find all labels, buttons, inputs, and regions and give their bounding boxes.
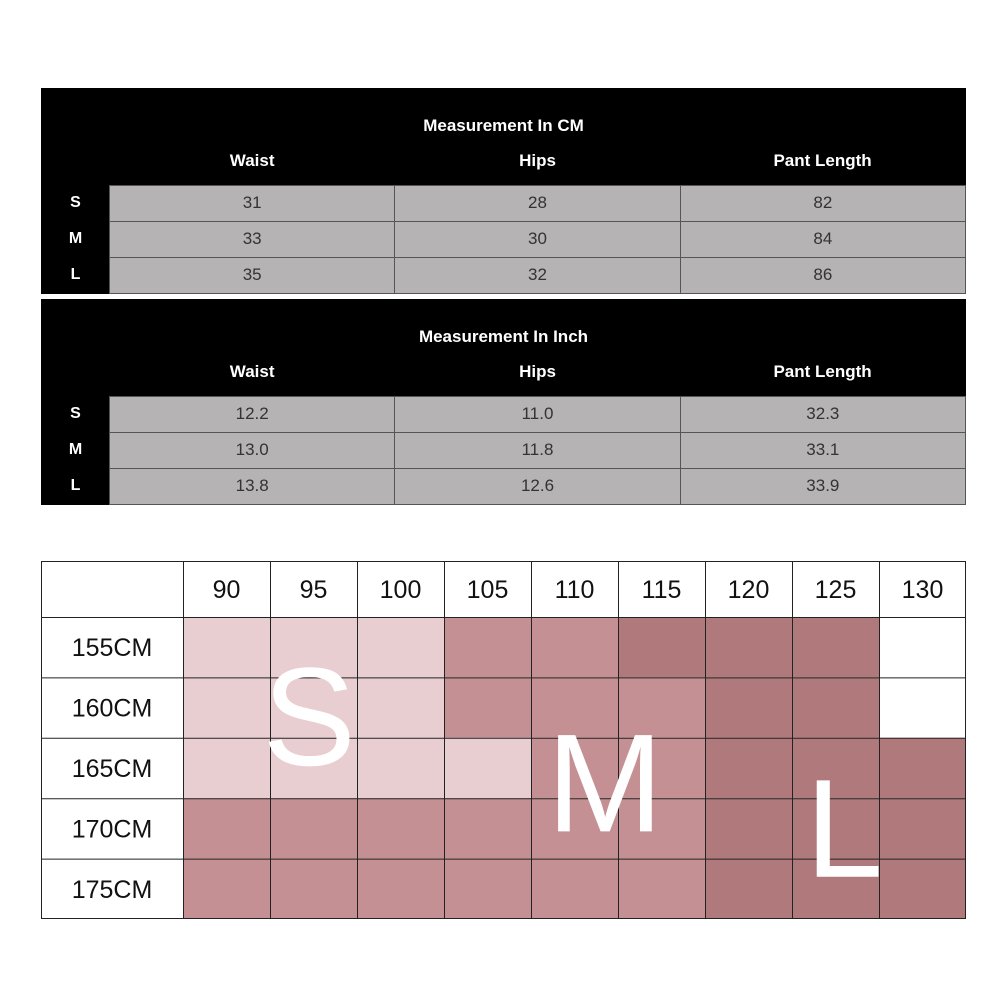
column-header-hips: Hips [519, 151, 556, 171]
grid-cell [183, 677, 270, 737]
grid-cell [879, 798, 966, 858]
size-label: M [68, 441, 83, 459]
cm-measurement-table [41, 88, 966, 294]
size-label: S [70, 194, 81, 212]
weight-column-header: 125 [814, 576, 857, 604]
grid-cell [183, 859, 270, 919]
table-row [42, 221, 966, 257]
table-cell: 13.0 [110, 432, 395, 468]
grid-cell [618, 617, 705, 677]
table-row [42, 468, 966, 504]
grid-cell [705, 798, 792, 858]
grid-cell [531, 859, 618, 919]
table-cell: 33.1 [680, 432, 965, 468]
grid-cell [357, 798, 444, 858]
table-cell: 32 [395, 257, 680, 293]
weight-column-header: 115 [641, 576, 682, 604]
table-cell: 35 [110, 257, 395, 293]
grid-cell [444, 738, 531, 798]
grid-cell [705, 859, 792, 919]
grid-cell [357, 677, 444, 737]
height-row-header: 175CM [71, 875, 153, 904]
table-cell: 33 [110, 221, 395, 257]
table-cell: 12.6 [395, 468, 680, 504]
table-cell: 84 [680, 221, 965, 257]
column-header-pant-length: Pant Length [773, 151, 872, 171]
grid-cell [879, 677, 966, 737]
table-cell: 33.9 [680, 468, 965, 504]
inch-table-title: Measurement In Inch [418, 327, 589, 347]
zone-label-l: L [805, 749, 884, 907]
column-header-hips: Hips [519, 362, 556, 382]
weight-column-header: 120 [727, 576, 770, 604]
weight-column-header: 90 [212, 576, 241, 604]
grid-cell [531, 617, 618, 677]
size-label: M [68, 230, 83, 248]
weight-column-header: 110 [554, 576, 595, 604]
table-cell: 82 [680, 185, 965, 221]
size-label: L [70, 266, 81, 284]
weight-column-header: 100 [379, 576, 422, 604]
weight-column-header: 105 [466, 576, 509, 604]
table-cell: 86 [680, 257, 965, 293]
height-row-header: 160CM [71, 694, 153, 723]
grid-cell [270, 859, 357, 919]
grid-cell [618, 859, 705, 919]
grid-cell [879, 617, 966, 677]
grid-cell [444, 617, 531, 677]
height-row-header: 165CM [71, 755, 153, 783]
cm-table-title: Measurement In CM [423, 116, 584, 136]
grid-cell [705, 677, 792, 737]
table-cell: 12.2 [110, 396, 395, 432]
grid-cell [444, 859, 531, 919]
weight-column-header: 95 [299, 576, 328, 604]
size-grid [41, 561, 966, 919]
table-cell: 28 [395, 185, 680, 221]
table-cell: 11.0 [395, 396, 680, 432]
grid-cell [183, 738, 270, 798]
grid-cell [183, 617, 270, 677]
grid-cell [792, 617, 879, 677]
weight-column-header: 130 [901, 576, 944, 604]
grid-cell [183, 798, 270, 858]
inch-measurement-table [41, 299, 966, 505]
table-row [42, 257, 966, 293]
table-row [42, 185, 966, 221]
zone-label-m: M [546, 704, 664, 862]
height-row-header: 155CM [71, 634, 153, 663]
column-header-pant-length: Pant Length [773, 362, 872, 382]
grid-cell [357, 738, 444, 798]
size-label: L [70, 477, 81, 495]
table-cell: 31 [110, 185, 395, 221]
grid-cell [270, 798, 357, 858]
size-grid-svg [41, 561, 966, 919]
grid-cell [357, 617, 444, 677]
grid-cell [444, 677, 531, 737]
table-cell: 13.8 [110, 468, 395, 504]
grid-cell [357, 859, 444, 919]
column-header-waist: Waist [229, 151, 275, 171]
grid-cell [705, 617, 792, 677]
size-label: S [70, 405, 81, 423]
height-row-header: 170CM [71, 815, 153, 844]
column-header-waist: Waist [229, 362, 275, 382]
grid-cell [879, 738, 966, 798]
grid-cell [705, 738, 792, 798]
table-row [42, 432, 966, 468]
grid-cell [879, 859, 966, 919]
grid-cell [792, 677, 879, 737]
grid-cell [444, 798, 531, 858]
table-cell: 11.8 [395, 432, 680, 468]
table-row [42, 396, 966, 432]
table-cell: 30 [395, 221, 680, 257]
table-cell: 32.3 [680, 396, 965, 432]
zone-label-s: S [262, 637, 356, 795]
